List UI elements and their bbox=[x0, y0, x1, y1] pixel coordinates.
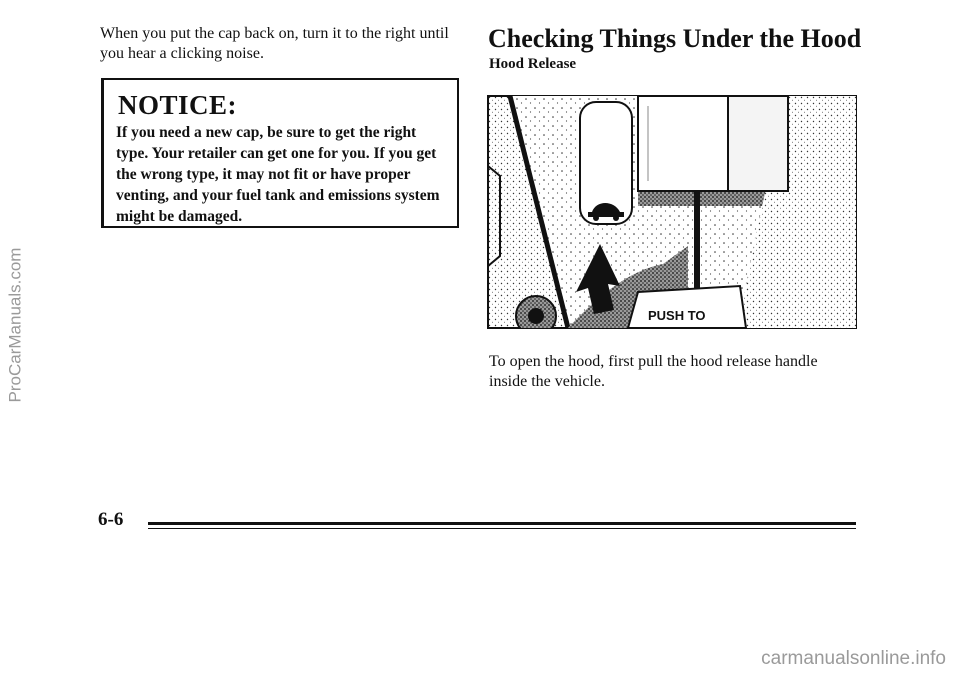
notice-box bbox=[101, 78, 459, 228]
footer-rule-thin bbox=[148, 528, 856, 529]
side-watermark bbox=[4, 210, 26, 440]
section-title: Checking Things Under the Hood bbox=[488, 24, 862, 53]
bottom-watermark: carmanualsonline.info bbox=[761, 648, 946, 669]
notice-body: If you need a new cap, be sure to get the right type. Your retailer can get one for you. If you get the wrong type, it may not fit or have proper venting, and your fuel tank and emissions system might be damaged. bbox=[116, 124, 440, 225]
hood-release-illustration bbox=[487, 95, 857, 329]
footer-rule-thick bbox=[148, 522, 856, 525]
hood-release-heading: Hood Release bbox=[489, 56, 577, 72]
intro-paragraph: When you put the cap back on, turn it to the right until you hear a clicking noise. bbox=[100, 25, 449, 62]
page-number: 6-6 bbox=[98, 509, 124, 530]
push-to-label: PUSH TO bbox=[648, 308, 706, 323]
notice-title: NOTICE: bbox=[118, 90, 238, 120]
hood-release-caption: To open the hood, first pull the hood release handle inside the vehicle. bbox=[489, 353, 818, 390]
side-watermark-text: ProCarManuals.com bbox=[5, 247, 25, 403]
